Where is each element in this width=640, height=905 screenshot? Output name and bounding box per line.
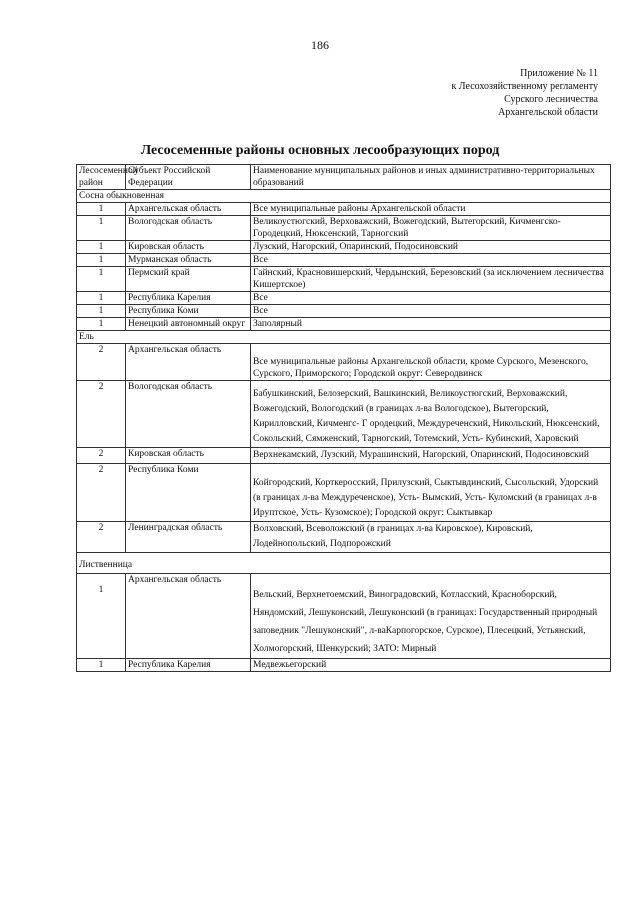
section-row — [77, 190, 611, 203]
areas-text: Койгородский, Корткеросский, Прилузский, Сыктывдинский, Сысольский, Удорский (в границах л-ва Междуреченское), Усть- Вымский, Усть- Куломский (в границах л-в Ируптское, Усть- Кузомское); Городской округ: Сыктывкар — [253, 478, 599, 518]
areas-cell: Волховский, Всеволожский (в границах л-ва Кировское), Кировский, Лодейнопольский, Подпорожский — [251, 522, 611, 553]
section-name: Ель — [77, 331, 611, 344]
subject-cell: Республика Коми — [126, 464, 251, 522]
district-cell: 2 — [77, 448, 126, 464]
areas-cell: Верхнекамский, Лузский, Мурашинский, Нагорский, Опаринский, Подосиновский — [251, 448, 611, 464]
appendix-line-2: к Лесохозяйственному регламенту — [451, 81, 598, 92]
appendix-line-3: Сурского лесничества — [504, 94, 598, 105]
subject-cell: Республика Карелия — [126, 659, 251, 672]
subject-cell: Кировская область — [126, 241, 251, 254]
subject-cell: Архангельская область — [126, 344, 251, 381]
table-row — [77, 659, 611, 672]
district-cell: 1 — [77, 305, 126, 318]
table-row — [77, 448, 611, 464]
district-cell: 1 — [77, 216, 126, 241]
table-row — [77, 305, 611, 318]
appendix-note — [418, 67, 598, 119]
table-row — [77, 522, 611, 553]
areas-cell — [251, 464, 611, 522]
table-row — [77, 267, 611, 292]
areas-text: Бабушкинский, Белозерский, Вашкинский, Великоустюгский, Верховажский, Вожегодский, Вологодский (в границах л-ва Вологодское), Вытегорский, Кирилловский, Кичменгс- Г ородецкий, Междуреченский, Никольский, Нюксенский, Сокольский, Сямженский, Тарногский, Тотемский, Усть- Кубинский, Харовский — [253, 389, 600, 444]
district-cell: 2 — [77, 522, 126, 553]
table-header-row — [77, 165, 611, 190]
district-cell: 1 — [77, 203, 126, 216]
subject-cell: Вологодская область — [126, 381, 251, 448]
areas-cell — [251, 574, 611, 659]
district-cell: 1 — [77, 254, 126, 267]
areas-cell: Медвежьегорский — [251, 659, 611, 672]
table-row — [77, 464, 611, 522]
subject-cell: Архангельская область — [126, 203, 251, 216]
district-cell: 1 — [77, 241, 126, 254]
table-row — [77, 241, 611, 254]
district-cell: 1 — [77, 267, 126, 292]
table-row — [77, 381, 611, 448]
areas-cell: Все муниципальные районы Архангельской области — [251, 203, 611, 216]
district-cell: 1 — [77, 318, 126, 331]
district-cell: 2 — [77, 464, 126, 522]
section-row — [77, 331, 611, 344]
areas-cell: Великоустюгский, Верховажский, Вожегодский, Вытегорский, Кичменгско-Городецкий, Нюксенский, Тарногский — [251, 216, 611, 241]
areas-cell — [251, 344, 611, 381]
areas-cell: Все — [251, 305, 611, 318]
table-row — [77, 344, 611, 381]
subject-cell: Ленинградская область — [126, 522, 251, 553]
subject-cell: Мурманская область — [126, 254, 251, 267]
district-cell: 1 — [77, 574, 126, 659]
table-row — [77, 292, 611, 305]
appendix-line-1: Приложение № 11 — [520, 68, 598, 79]
section-name: Лиственница — [77, 553, 611, 574]
table-row — [77, 203, 611, 216]
section-name: Сосна обыкновенная — [77, 190, 611, 203]
district-cell: 2 — [77, 344, 126, 381]
areas-cell: Лузский, Нагорский, Опаринский, Подосиновский — [251, 241, 611, 254]
district-cell: 1 — [77, 292, 126, 305]
areas-cell: Гайнский, Красновишерский, Чердынский, Березовский (за исключением лесничества Кишертское) — [251, 267, 611, 292]
table-row — [77, 574, 611, 659]
table-row — [77, 254, 611, 267]
page-number: 186 — [311, 38, 329, 52]
subject-cell: Кировская область — [126, 448, 251, 464]
document-title: Лесосеменные районы основных лесообразующих пород — [140, 143, 500, 158]
header-district: Лесосеменной район — [77, 165, 126, 190]
header-subject: Субъект Российской Федерации — [126, 165, 251, 190]
subject-cell: Республика Карелия — [126, 292, 251, 305]
table-row — [77, 216, 611, 241]
seed-districts-table — [76, 164, 611, 672]
areas-cell: Заполярный — [251, 318, 611, 331]
subject-cell: Вологодская область — [126, 216, 251, 241]
appendix-line-4: Архангельской области — [498, 107, 598, 118]
areas-text: Вельский, Верхнетоемский, Виноградовский, Котласский, Красноборский, Няндомский, Лешуконский, Лешуконский (в границах: Государственный природный заповедник "Лешуконский", л-ваКарпогорское, Сурское), Плесецкий, Устьянский, Холмогорский, Шенкурский; ЗАТО: Мирный — [253, 590, 598, 654]
areas-cell: Все — [251, 254, 611, 267]
district-cell: 2 — [77, 381, 126, 448]
areas-cell: Все — [251, 292, 611, 305]
table-row — [77, 318, 611, 331]
subject-cell: Республика Коми — [126, 305, 251, 318]
areas-cell — [251, 381, 611, 448]
subject-cell: Пермский край — [126, 267, 251, 292]
section-row — [77, 553, 611, 574]
areas-text: Все муниципальные районы Архангельской области, кроме Сурского, Мезенского, Сурского, Приморского; Городской округ: Северодвинск — [253, 357, 589, 379]
subject-cell: Ненецкий автономный округ — [126, 318, 251, 331]
header-areas: Наименование муниципальных районов и иных административно-территориальных образований — [251, 165, 611, 190]
district-cell: 1 — [77, 659, 126, 672]
subject-cell: Архангельская область — [126, 574, 251, 659]
